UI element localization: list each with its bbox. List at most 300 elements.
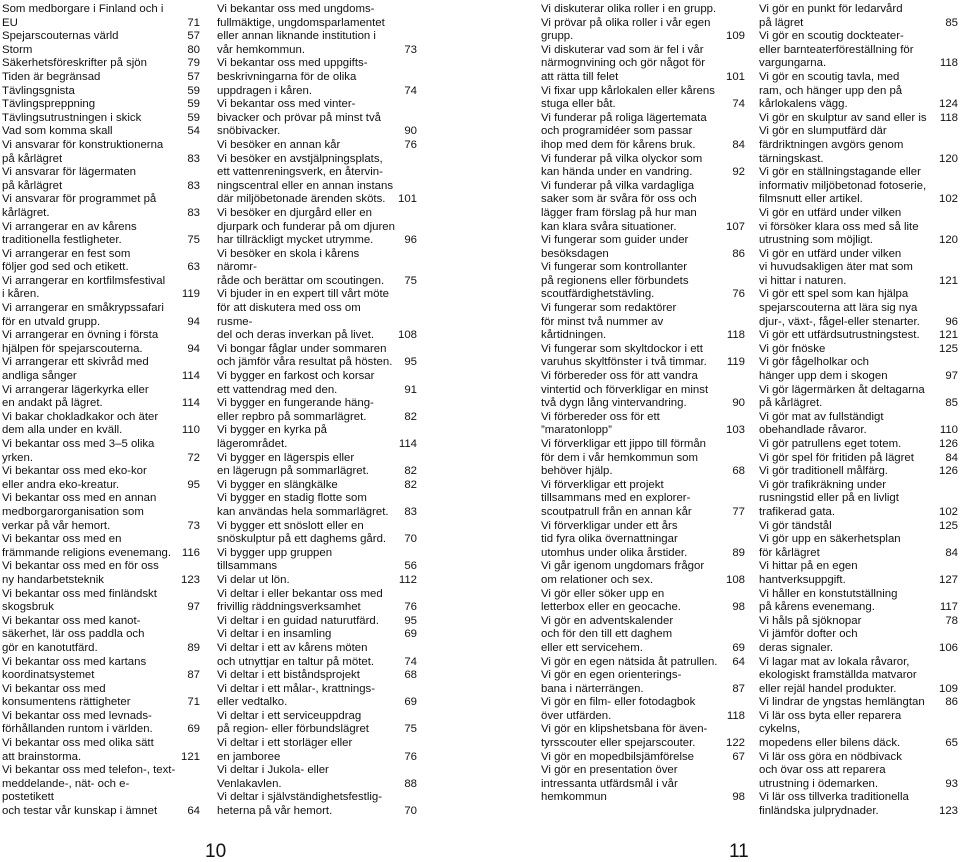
index-entry-page: 84 bbox=[945, 451, 958, 464]
index-entry bbox=[217, 710, 417, 737]
index-column-1 bbox=[2, 3, 200, 819]
index-entry bbox=[759, 560, 958, 587]
index-entry-text: Vi gör ett spel som kan hjälpa spejarscouterna att lära sig nya djur-, växt-, fågel-eller stenarter. bbox=[759, 288, 920, 328]
index-entry bbox=[2, 3, 200, 30]
index-entry bbox=[541, 669, 745, 696]
index-entry-text: Vi bekantar oss med konsumentens rättigheter bbox=[2, 682, 131, 709]
index-column-4 bbox=[759, 3, 958, 819]
index-entry-text: Vi besöker en annan kår bbox=[217, 138, 341, 151]
index-entry bbox=[217, 3, 417, 57]
index-entry-page: 116 bbox=[181, 546, 200, 559]
index-entry-text: Vi bygger en lägerspis eller en lägerugn på sommarlägret. bbox=[217, 451, 369, 478]
index-entry-text: Vi funderar på roliga lägertemata och programidéer som passar ihop med dem för kårens bruk. bbox=[541, 111, 707, 151]
index-entry-text: Vi gör en egen orienterings- bana i närterrängen. bbox=[541, 669, 682, 695]
index-entry bbox=[541, 723, 745, 750]
index-entry bbox=[541, 180, 745, 234]
index-entry bbox=[2, 275, 200, 302]
index-entry-text: Vi besöker en skola i kårens näromr- råde och berättar om scoutingen. bbox=[217, 247, 385, 287]
index-entry bbox=[217, 737, 417, 764]
index-entry-page: 123 bbox=[180, 573, 200, 586]
index-entry-page: 121 bbox=[180, 750, 200, 763]
index-entry-page: 120 bbox=[938, 152, 958, 165]
index-entry bbox=[541, 343, 745, 370]
index-entry-text: Tävlingspreppning bbox=[2, 98, 96, 111]
index-entry bbox=[2, 356, 200, 383]
index-entry bbox=[2, 656, 200, 683]
index-entry-text: Vi ansvarar för konstruktionerna på kårlägret bbox=[2, 138, 164, 165]
index-entry-page: 109 bbox=[938, 682, 958, 695]
index-entry bbox=[2, 30, 200, 44]
index-entry bbox=[2, 139, 200, 166]
index-entry bbox=[2, 221, 200, 248]
index-entry bbox=[759, 112, 958, 126]
index-entry-page: 56 bbox=[404, 560, 417, 573]
index-entry bbox=[541, 85, 745, 112]
index-entry-text: Vi gör en utfärd under vilken vi försöker klara oss med så lite utrustning som möjligt. bbox=[759, 206, 919, 247]
index-entry bbox=[2, 492, 200, 533]
index-entry bbox=[2, 44, 200, 58]
index-entry bbox=[759, 438, 958, 452]
index-entry-text: Vi gör lägermärken åt deltagarna på kårlägret. bbox=[759, 383, 925, 410]
index-entry bbox=[759, 656, 958, 697]
index-entry-page: 75 bbox=[404, 274, 417, 287]
index-entry bbox=[759, 615, 958, 629]
index-entry bbox=[541, 411, 745, 438]
index-entry bbox=[541, 261, 745, 302]
index-entry bbox=[217, 98, 417, 139]
index-entry-text: Vi gör en klipshetsbana för även- tyrsscouter eller spejarscouter. bbox=[541, 723, 708, 750]
index-entry-text: Vi gör en egen nätsida åt patrullen. bbox=[541, 655, 718, 668]
index-entry-page: 69 bbox=[732, 641, 745, 654]
index-entry-page: 59 bbox=[187, 111, 200, 124]
index-entry-text: Vi gör en ställningstagande eller informativ miljöbetonad fotoserie, filmsnutt eller artikel. bbox=[759, 166, 927, 206]
index-entry-text: Vi lär oss byta eller reparera cykelns, mopedens eller bilens däck. bbox=[759, 709, 902, 750]
index-entry-page: 76 bbox=[404, 601, 417, 614]
index-entry-text: Vi arrangerar en fest som följer god sed och etikett. bbox=[2, 247, 131, 274]
index-entry-text: Vi gör fågelholkar och hänger upp dem i skogen bbox=[759, 356, 888, 383]
index-entry-text: Vi deltar i Jukola- eller Venlakavlen. bbox=[217, 764, 329, 790]
index-entry-text: Vi förbereder oss för att vandra vintertid och förverkligar en minst två dygn lång vintervandring. bbox=[541, 370, 709, 410]
index-entry-page: 121 bbox=[938, 274, 958, 287]
index-entry-text: Vi bjuder in en expert till vårt möte för att diskutera med oss om rusme- del och deras inverkan på livet. bbox=[217, 288, 389, 342]
index-entry bbox=[217, 574, 417, 588]
index-entry-page: 121 bbox=[938, 329, 958, 342]
index-entry bbox=[217, 343, 417, 370]
index-entry bbox=[217, 153, 417, 207]
index-entry-text: Vi funderar på vilka vardagliga saker som är svåra för oss och lägger fram förslag på hur man kan klara svåra situationer. bbox=[541, 179, 697, 233]
index-entry-page: 68 bbox=[732, 465, 745, 478]
index-entry-page: 59 bbox=[187, 98, 200, 111]
index-entry-page: 92 bbox=[732, 166, 745, 179]
index-entry-text: Vi arrangerar lägerkyrka eller en andakt på lägret. bbox=[2, 383, 149, 410]
index-entry bbox=[759, 452, 958, 466]
index-entry bbox=[759, 248, 958, 289]
index-entry-page: 112 bbox=[398, 573, 417, 586]
index-entry-page: 77 bbox=[732, 505, 745, 518]
index-entry bbox=[541, 438, 745, 479]
index-entry-page: 82 bbox=[404, 410, 417, 423]
index-entry bbox=[541, 751, 745, 765]
index-entry-page: 114 bbox=[181, 397, 200, 410]
index-entry-text: Storm bbox=[2, 43, 33, 56]
index-entry bbox=[759, 710, 958, 751]
index-entry-text: Vi bygger en stadig flotte som kan användas hela sommarlägret. bbox=[217, 492, 389, 518]
index-entry-text: Vi deltar i eller bekantar oss med frivillig räddningsverksamhet bbox=[217, 587, 383, 614]
index-entry bbox=[759, 588, 958, 615]
index-entry-page: 84 bbox=[732, 138, 745, 151]
index-entry bbox=[2, 166, 200, 193]
index-entry-page: 84 bbox=[945, 546, 958, 559]
index-entry-page: 74 bbox=[404, 84, 417, 97]
index-entry bbox=[217, 764, 417, 791]
index-entry bbox=[541, 696, 745, 723]
index-entry-page: 64 bbox=[732, 655, 745, 668]
index-entry-text: Vi gör spel för fritiden på lägret bbox=[759, 451, 914, 464]
index-entry bbox=[759, 71, 958, 112]
index-entry-page: 86 bbox=[945, 696, 958, 709]
index-entry-text: Vi jämför dofter och deras signaler. bbox=[759, 628, 858, 654]
index-entry-text: Vi arrangerar en kortfilmsfestival i kåren. bbox=[2, 274, 166, 301]
index-entry bbox=[217, 207, 417, 248]
index-entry bbox=[217, 397, 417, 424]
index-entry-page: 90 bbox=[404, 125, 417, 138]
index-entry-text: Vi deltar i en insamling bbox=[217, 628, 332, 641]
index-entry-text: Vi bekantar oss med en för oss ny handarbetsteknik bbox=[2, 560, 159, 586]
index-entry-text: Vi arrangerar en övning i första hjälpen för spejarscouterna. bbox=[2, 329, 159, 355]
index-entry-page: 88 bbox=[404, 777, 417, 790]
index-entry bbox=[541, 302, 745, 343]
index-entry bbox=[2, 329, 200, 356]
index-entry bbox=[2, 57, 200, 71]
index-entry-text: Vi lindrar de yngstas hemlängtan bbox=[759, 696, 925, 709]
index-entry-page: 83 bbox=[187, 152, 200, 165]
index-entry-page: 73 bbox=[187, 519, 200, 532]
index-entry bbox=[759, 30, 958, 71]
index-entry-text: Vi deltar i ett serviceuppdrag på region- eller förbundslägret bbox=[217, 709, 369, 736]
index-entry bbox=[541, 234, 745, 261]
index-entry-page: 74 bbox=[732, 98, 745, 111]
index-entry-page: 69 bbox=[404, 696, 417, 709]
index-entry-text: Vi arrangerar en småkrypssafari för en utvald grupp. bbox=[2, 302, 164, 328]
index-entry-text: Säkerhetsföreskrifter på sjön bbox=[2, 57, 147, 70]
index-entry bbox=[541, 520, 745, 561]
index-entry-page: 83 bbox=[187, 206, 200, 219]
index-entry-text: Vi fungerar som redaktörer för minst två nummer av kårtidningen. bbox=[541, 302, 677, 342]
index-entry-page: 89 bbox=[732, 546, 745, 559]
index-entry-text: Vi bygger en kyrka på lägerområdet. bbox=[217, 424, 327, 450]
index-entry-page: 98 bbox=[732, 791, 745, 804]
index-entry-text: Vi fixar upp kårlokalen eller kårens stuga eller båt. bbox=[541, 84, 715, 111]
index-entry-text: Vi bekantar oss med 3–5 olika yrken. bbox=[2, 438, 155, 464]
index-entry-page: 122 bbox=[725, 737, 745, 750]
index-entry-text: Vi gör en scoutig tavla, med ram, och hänger upp den på kårlokalens vägg. bbox=[759, 70, 903, 111]
index-entry-text: Vi gör patrullens eget totem. bbox=[759, 438, 902, 450]
index-entry bbox=[759, 125, 958, 166]
index-entry bbox=[759, 3, 958, 30]
index-entry bbox=[2, 588, 200, 615]
index-entry-text: Spejarscouternas värld bbox=[2, 30, 119, 43]
index-entry-text: Vi gör upp en säkerhetsplan för kårlägret bbox=[759, 533, 901, 559]
index-entry bbox=[541, 764, 745, 805]
index-entry bbox=[759, 751, 958, 792]
index-entry bbox=[541, 17, 745, 44]
index-entry bbox=[2, 615, 200, 656]
index-entry-page: 96 bbox=[945, 315, 958, 328]
index-entry-page: 119 bbox=[726, 356, 745, 369]
index-entry-text: Vi hittar på en egen hantverksuppgift. bbox=[759, 560, 858, 586]
index-entry-page: 94 bbox=[187, 315, 200, 328]
index-entry-text: Vi ansvarar för programmet på kårlägret. bbox=[2, 193, 157, 219]
index-entry-text: Vi besöker en avstjälpningsplats, ett vattenreningsverk, en återvin- ningscentral eller en annan instans där miljöbetonade ärenden sköts. bbox=[217, 152, 394, 206]
index-entry bbox=[541, 153, 745, 180]
index-entry-page: 97 bbox=[187, 601, 200, 614]
index-entry-text: Vi deltar i ett storläger eller en jamboree bbox=[217, 737, 353, 763]
index-entry-text: Vi lär oss tillverka traditionella finländska julprydnader. bbox=[759, 791, 909, 818]
index-entry-page: 108 bbox=[725, 573, 745, 586]
index-entry-page: 110 bbox=[939, 424, 958, 437]
index-entry-text: Tävlingsutrustningen i skick bbox=[2, 111, 142, 124]
index-entry-text: Vi bekantar oss med uppgifts- beskrivningarna för de olika uppdragen i kåren. bbox=[217, 57, 368, 97]
index-entry-page: 87 bbox=[187, 669, 200, 682]
index-entry-page: 80 bbox=[187, 43, 200, 56]
index-entry bbox=[217, 588, 417, 615]
index-entry-text: Vi gör en scoutig dockteater- eller barnteaterföreställning för vargungarna. bbox=[759, 30, 914, 70]
index-entry-page: 102 bbox=[938, 505, 958, 518]
index-entry-page: 69 bbox=[404, 628, 417, 641]
index-entry-page: 83 bbox=[404, 505, 417, 518]
index-entry-text: Vi besöker en djurgård eller en djurpark och funderar på om djuren har tillräckligt mycket utrymme. bbox=[217, 206, 395, 247]
index-entry-page: 123 bbox=[938, 805, 958, 818]
index-entry-text: Vi bekantar oss med olika sätt att brainstorma. bbox=[2, 737, 154, 763]
index-entry-text: Vi bekantar oss med telefon-, text- meddelande-, nät- och e-postetikett och testar vår kunskap i ämnet bbox=[2, 764, 176, 818]
index-entry bbox=[2, 302, 200, 329]
index-entry-text: Vi förbereder oss för ett ”maratonlopp” bbox=[541, 410, 660, 437]
index-entry bbox=[759, 628, 958, 655]
index-entry-page: 98 bbox=[732, 601, 745, 614]
index-entry bbox=[2, 710, 200, 737]
index-entry bbox=[541, 656, 745, 670]
index-entry bbox=[541, 615, 745, 656]
index-entry-text: Vi bekantar oss med ungdoms- fullmäktige, ungdomsparlamentet eller annan liknande institution i vår hemkommun. bbox=[217, 3, 385, 56]
index-entry bbox=[541, 370, 745, 411]
index-entry-text: Vi deltar i ett biståndsprojekt bbox=[217, 669, 360, 682]
index-entry-page: 103 bbox=[725, 424, 745, 437]
index-entry-text: Vi bygger en farkost och korsar ett vattendrag med den. bbox=[217, 370, 375, 396]
index-entry-page: 118 bbox=[939, 111, 958, 124]
index-entry bbox=[2, 71, 200, 85]
index-entry bbox=[2, 411, 200, 438]
index-entry-page: 95 bbox=[404, 614, 417, 627]
index-entry-text: Vi fungerar som guider under besöksdagen bbox=[541, 234, 689, 260]
index-entry-text: Vi bongar fåglar under sommaren och jämför våra resultat på hösten. bbox=[217, 342, 393, 369]
index-entry-page: 57 bbox=[187, 30, 200, 43]
index-entry-page: 82 bbox=[404, 465, 417, 478]
index-entry-page: 70 bbox=[404, 533, 417, 546]
index-entry-text: Vi deltar i en guidad naturutfärd. bbox=[217, 614, 379, 627]
index-entry-text: Vi bakar chokladkakor och äter dem alla under en kväll. bbox=[2, 410, 159, 437]
index-entry-page: 85 bbox=[945, 397, 958, 410]
index-entry-page: 94 bbox=[187, 342, 200, 355]
index-entry-text: Vi arrangerar en av kårens traditionella festligheter. bbox=[2, 220, 137, 247]
index-entry bbox=[217, 669, 417, 683]
index-entry-text: Vi deltar i självständighetsfestlig- heterna på vår hemort. bbox=[217, 791, 383, 818]
index-entry-page: 72 bbox=[187, 451, 200, 464]
index-entry-text: Vi förverkligar ett jippo till förmån för dem i vår hemkommun som behöver hjälp. bbox=[541, 438, 707, 478]
index-entry bbox=[541, 479, 745, 520]
index-entry-page: 119 bbox=[181, 288, 200, 301]
index-entry-text: Vi bekantar oss med finländskt skogsbruk bbox=[2, 587, 157, 614]
index-entry-page: 78 bbox=[945, 614, 958, 627]
index-entry bbox=[759, 411, 958, 438]
index-entry-text: Vi förverkligar under ett års tid fyra olika övernattningar utomhus under olika årstider. bbox=[541, 519, 688, 559]
index-entry-page: 95 bbox=[187, 478, 200, 491]
index-entry-text: Vi fungerar som kontrollanter på regionens eller förbundets scoutfärdighetstävling. bbox=[541, 261, 689, 301]
index-entry-text: Vi deltar i ett av kårens möten och utnyttjar en taltur på mötet. bbox=[217, 641, 375, 668]
index-entry bbox=[2, 683, 200, 710]
index-entry bbox=[217, 424, 417, 451]
index-entry-page: 79 bbox=[187, 57, 200, 70]
index-entry bbox=[2, 193, 200, 220]
index-entry-page: 63 bbox=[187, 261, 200, 274]
index-entry-page: 114 bbox=[181, 370, 200, 383]
index-entry bbox=[217, 139, 417, 153]
index-entry-page: 101 bbox=[725, 70, 745, 83]
index-entry-page: 126 bbox=[938, 465, 958, 478]
index-entry bbox=[759, 520, 958, 534]
index-entry bbox=[2, 737, 200, 764]
index-entry-text: Vi bygger en slängkälke bbox=[217, 478, 338, 491]
index-entry bbox=[217, 492, 417, 519]
index-entry-page: 126 bbox=[938, 438, 958, 450]
index-entry-page: 125 bbox=[938, 342, 958, 355]
index-column-2 bbox=[217, 3, 417, 819]
index-entry-text: Vi bekantar oss med eko-kor eller andra eko-kreatur. bbox=[2, 465, 147, 491]
index-entry bbox=[2, 112, 200, 126]
index-entry bbox=[759, 533, 958, 560]
index-entry bbox=[217, 791, 417, 818]
index-entry-text: Vi ansvarar för lägermaten på kårlägret bbox=[2, 166, 137, 192]
index-entry-text: Vi bekantar oss med en annan medborgarorganisation som verkar på vår hemort. bbox=[2, 492, 157, 532]
index-entry bbox=[759, 329, 958, 343]
index-entry-text: Vi gör en skulptur av sand eller is bbox=[759, 111, 927, 124]
index-entry bbox=[2, 533, 200, 560]
index-entry-page: 65 bbox=[945, 737, 958, 750]
index-entry-text: Vi gör en utfärd under vilken vi huvudsakligen äter mat som vi hittar i naturen. bbox=[759, 247, 913, 287]
index-entry-page: 86 bbox=[732, 247, 745, 260]
index-entry bbox=[2, 764, 200, 818]
index-entry-page: 95 bbox=[404, 356, 417, 369]
index-entry bbox=[217, 248, 417, 289]
index-entry-page: 68 bbox=[404, 669, 417, 682]
index-entry-page: 75 bbox=[404, 723, 417, 736]
index-entry-page: 124 bbox=[938, 98, 958, 111]
index-entry-page: 114 bbox=[398, 438, 417, 450]
index-entry-text: Vi bekantar oss med kartans koordinatsystemet bbox=[2, 655, 147, 682]
index-entry bbox=[217, 452, 417, 479]
index-entry-page: 74 bbox=[404, 655, 417, 668]
index-entry-page: 96 bbox=[404, 234, 417, 247]
index-entry-page: 54 bbox=[187, 125, 200, 138]
index-entry-text: Vi delar ut lön. bbox=[217, 573, 290, 586]
index-entry-page: 85 bbox=[945, 16, 958, 29]
index-entry-page: 125 bbox=[938, 519, 958, 532]
index-entry-page: 110 bbox=[181, 424, 200, 437]
index-entry-page: 106 bbox=[938, 641, 958, 654]
index-entry-page: 82 bbox=[404, 478, 417, 491]
index-entry bbox=[759, 465, 958, 479]
index-entry-page: 83 bbox=[187, 179, 200, 192]
index-entry-page: 76 bbox=[404, 750, 417, 763]
index-entry bbox=[217, 57, 417, 98]
index-entry bbox=[217, 547, 417, 574]
index-entry-page: 117 bbox=[939, 601, 958, 614]
index-entry bbox=[759, 356, 958, 383]
index-entry-page: 57 bbox=[187, 70, 200, 83]
index-entry bbox=[217, 479, 417, 493]
index-entry-text: Vi bygger ett snöslott eller en snöskulptur på ett daghems gård. bbox=[217, 519, 387, 546]
index-entry-page: 102 bbox=[938, 193, 958, 206]
index-entry-text: Vi går igenom ungdomars frågor om relationer och sex. bbox=[541, 560, 705, 586]
index-entry-page: 93 bbox=[945, 777, 958, 790]
index-entry-page: 97 bbox=[945, 370, 958, 383]
index-entry-text: Vi gör trafikräkning under rusningstid eller på en livligt trafikerad gata. bbox=[759, 478, 899, 518]
index-entry bbox=[2, 384, 200, 411]
page-number-left: 10 bbox=[205, 841, 227, 862]
index-entry-text: Vi gör en punkt för ledarvård på lägret bbox=[759, 3, 903, 29]
index-entry bbox=[541, 560, 745, 587]
index-entry-page: 109 bbox=[725, 30, 745, 43]
index-entry bbox=[759, 166, 958, 207]
index-entry bbox=[541, 3, 745, 17]
index-entry bbox=[541, 44, 745, 85]
index-entry-page: 118 bbox=[939, 57, 958, 70]
index-entry bbox=[759, 791, 958, 818]
index-entry-text: Vi gör en presentation över intressanta utfärdsmål i vår hemkommun bbox=[541, 764, 678, 804]
index-entry bbox=[217, 615, 417, 629]
index-entry-text: Som medborgare i Finland och i EU bbox=[2, 3, 164, 29]
index-entry bbox=[759, 288, 958, 329]
index-entry bbox=[217, 628, 417, 642]
index-entry bbox=[2, 248, 200, 275]
index-entry-page: 69 bbox=[187, 723, 200, 736]
index-entry-text: Vi gör en mopedbilsjämförelse bbox=[541, 750, 695, 763]
index-entry-page: 91 bbox=[404, 383, 417, 396]
index-entry-page: 120 bbox=[938, 234, 958, 247]
index-entry bbox=[2, 465, 200, 492]
index-entry-text: Vi gör en adventskalender och för den till ett daghem eller ett servicehem. bbox=[541, 614, 674, 654]
index-entry bbox=[2, 125, 200, 139]
index-entry bbox=[759, 479, 958, 520]
index-entry-text: Vi diskuterar vad som är fel i vår närmognvining och gör något för att rätta till felet bbox=[541, 43, 706, 83]
index-entry-text: Vi arrangerar ett skivråd med andliga sånger bbox=[2, 356, 149, 383]
index-entry bbox=[217, 642, 417, 669]
index-entry-text: Vi deltar i ett målar-, krattnings- eller vedtalko. bbox=[217, 682, 376, 709]
index-entry-page: 76 bbox=[404, 138, 417, 151]
index-entry-page: 127 bbox=[938, 573, 958, 586]
index-entry-page: 87 bbox=[732, 682, 745, 695]
index-entry-text: Vi gör tändstål bbox=[759, 519, 832, 532]
index-entry-text: Vi prövar på olika roller i vår egen grupp. bbox=[541, 16, 711, 43]
index-entry-page: 107 bbox=[725, 220, 745, 233]
page-number-right: 11 bbox=[729, 841, 749, 862]
index-entry-page: 76 bbox=[732, 288, 745, 301]
index-entry bbox=[541, 112, 745, 153]
index-entry-text: Vi gör en slumputfärd där färdriktningen avgörs genom tärningskast. bbox=[759, 125, 904, 165]
index-entry-page: 89 bbox=[187, 641, 200, 654]
index-entry-text: Vi bygger upp gruppen tillsammans bbox=[217, 546, 333, 573]
index-entry-text: Vi håls på sjöknopar bbox=[759, 614, 862, 627]
index-entry-text: Vi fungerar som skyltdockor i ett varuhus skyltfönster i två timmar. bbox=[541, 342, 707, 369]
